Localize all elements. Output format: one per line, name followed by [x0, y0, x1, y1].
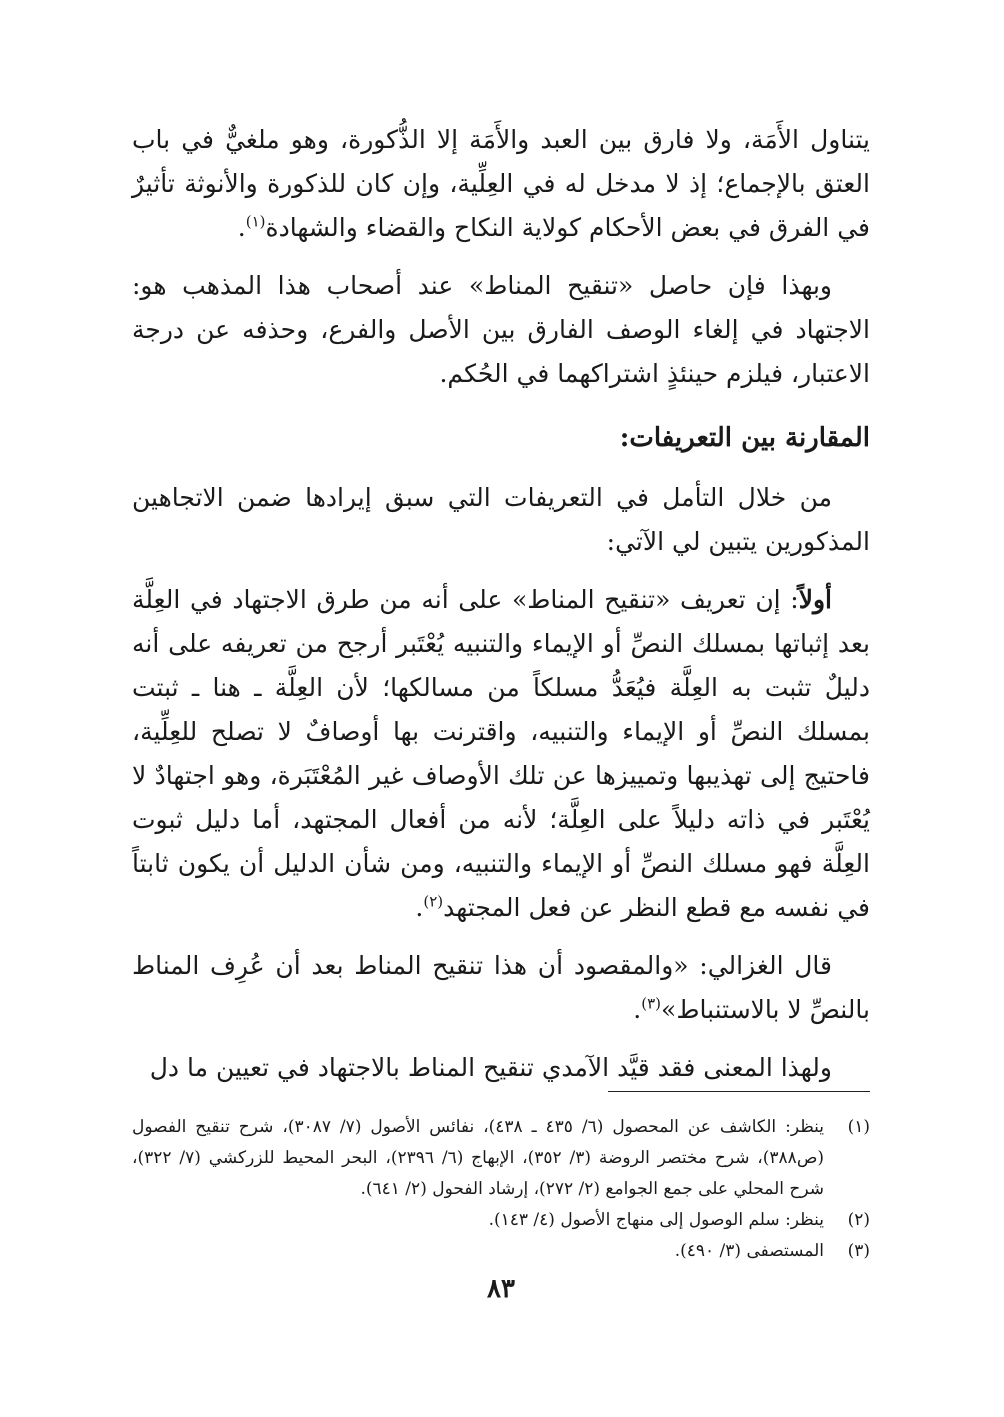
paragraph-quote — [132, 944, 870, 1032]
paragraph-end: . — [633, 995, 642, 1024]
section-heading: المقارنة بين التعريفات: — [619, 423, 870, 453]
footnote-text: المستصفى (٣/ ٤٩٠). — [674, 1241, 824, 1261]
footnote-number: (١) — [847, 1117, 870, 1137]
paragraph-summary: وبهذا فإن حاصل «تنقيح المناط» عند أصحاب هذا المذهب هو: الاجتهاد في إلغاء الوصف الفارق بين الأصل والفرع، وحذفه عن درجة الاعتبار، فيلزم حينئذٍ اشتراكهما في الحُكم. — [132, 271, 870, 388]
first-point-label: أولاً — [798, 585, 832, 614]
footnote-item — [132, 1236, 870, 1267]
footnote-reference-2: (٢) — [423, 892, 444, 911]
footnote-text: ينظر: سلم الوصول إلى منهاج الأصول (٤/ ١٤٣). — [488, 1210, 824, 1230]
paragraph-text: يتناول الأَمَة، ولا فارق بين العبد والأَمَة إلا الذُّكورة، وهو ملغيٌّ في باب العتق بالإجماع؛ إذ لا مدخل له في العِلِّية، وإن كان للذكورة والأنوثة تأثيرٌ في الفرق في بعض الأحكام كولاية النكاح والقضاء والشهادة — [132, 125, 870, 242]
footnote-reference-1: (١) — [245, 212, 266, 231]
paragraph-end: . — [237, 213, 246, 242]
footnote-reference-3: (٣) — [641, 994, 662, 1013]
paragraph-intro: من خلال التأمل في التعريفات التي سبق إيرادها ضمن الاتجاهين المذكورين يتبين لي الآتي: — [132, 483, 870, 556]
paragraph-text: : إن تعريف «تنقيح المناط» على أنه من طرق الاجتهاد في العِلَّة بعد إثباتها بمسلك النصِّ أو الإيماء والتنبيه يُعْتَبر أرجح من تعريفه على أنه دليلٌ تثبت به العِلَّة فيُعَدُّ مسلكاً من مسالكها؛ لأن العِلَّة ـ هنا ـ ثبتت بمسلك النصِّ أو الإيماء والتنبيه، واقترنت بها أوصافٌ لا تصلح للعِلِّية، فاحتيج إلى تهذيبها وتمييزها عن تلك الأوصاف غير المُعْتَبَرة، وهو اجتهادٌ لا يُعْتَبر في ذاته دليلاً على العِلَّة؛ لأنه من أفعال المجتهد، أما دليل ثبوت العِلَّة فهو مسلك النصِّ أو الإيماء والتنبيه، ومن شأن الدليل أن يكون ثابتاً في نفسه مع قطع النظر عن فعل المجتهد — [132, 585, 870, 922]
paragraph-continuation — [132, 118, 870, 250]
footnote-number: (٢) — [847, 1210, 870, 1230]
footnote-item — [132, 1112, 870, 1205]
paragraph-first-point — [132, 578, 870, 930]
footnote-text: ينظر: الكاشف عن المحصول (٦/ ٤٣٥ ـ ٤٣٨)، نفائس الأصول (٧/ ٣٠٨٧)، شرح تنقيح الفصول (ص٣٨٨)، شرح مختصر الروضة (٣/ ٣٥٢)، الإبهاج (٦/ ٢٣٩٦)، البحر المحيط للزركشي (٧/ ٣٢٢)، شرح المحلي على جمع الجوامع (٢/ ٢٧٢)، إرشاد الفحول (٢/ ٦٤١). — [132, 1117, 825, 1199]
footnote-divider — [608, 1091, 870, 1092]
footnote-number: (٣) — [847, 1241, 870, 1261]
paragraph-text: قال الغزالي: «والمقصود أن هذا تنقيح المناط بعد أن عُرِف المناط بالنصِّ لا بالاستنباط» — [132, 951, 870, 1024]
page-number: ٨٣ — [487, 1274, 515, 1304]
footnote-item — [132, 1205, 870, 1236]
paragraph-last: ولهذا المعنى فقد قيَّد الآمدي تنقيح المناط بالاجتهاد في تعيين ما دل — [149, 1053, 832, 1082]
footnotes — [132, 1112, 870, 1267]
page-body — [132, 118, 870, 1318]
paragraph-end: . — [415, 893, 424, 922]
